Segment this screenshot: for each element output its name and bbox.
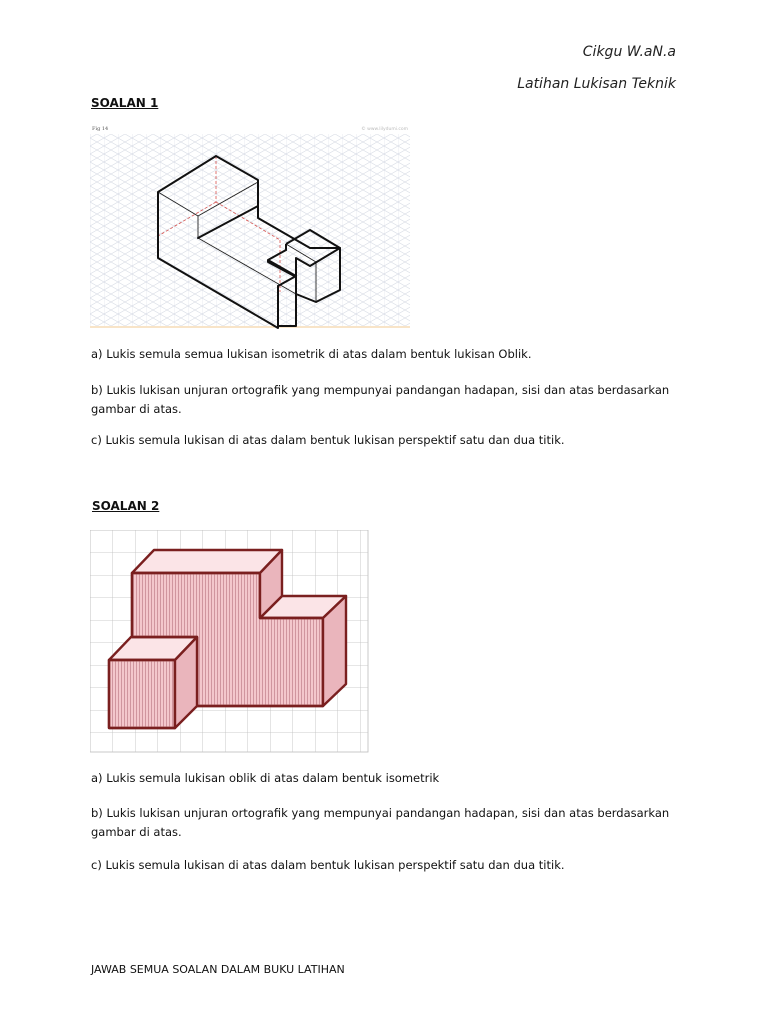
isometric-figure — [90, 122, 410, 330]
soalan-2-question-c: c) Lukis semula lukisan di atas dalam bentuk lukisan perspektif satu dan dua titik. — [91, 858, 565, 872]
soalan-1-question-a: a) Lukis semula semua lukisan isometrik di atas dalam bentuk lukisan Oblik. — [91, 347, 532, 361]
soalan-1-question-b: b) Lukis lukisan unjuran ortografik yang mempunyai pandangan hadapan, sisi dan atas berdasarkan gambar di atas. — [91, 383, 670, 416]
fig-label: Fig 14 — [92, 126, 109, 132]
oblique-figure — [90, 530, 370, 755]
soalan-2-question-a: a) Lukis semula lukisan oblik di atas dalam bentuk isometrik — [91, 771, 440, 785]
soalan-2-title: SOALAN 2 — [92, 499, 160, 513]
soalan-2-question-b: b) Lukis lukisan unjuran ortografik yang mempunyai pandangan hadapan, sisi dan atas berdasarkan gambar di atas. — [91, 806, 670, 839]
worksheet-subject: Latihan Lukisan Teknik — [517, 76, 676, 92]
figure-credit: © www.lilydumi.com — [361, 127, 408, 132]
soalan-1-question-c: c) Lukis semula lukisan di atas dalam bentuk lukisan perspektif satu dan dua titik. — [91, 433, 565, 447]
author-name: Cikgu W.aN.a — [582, 44, 676, 60]
footer-instruction: JAWAB SEMUA SOALAN DALAM BUKU LATIHAN — [91, 963, 345, 976]
soalan-1-title: SOALAN 1 — [91, 96, 159, 110]
